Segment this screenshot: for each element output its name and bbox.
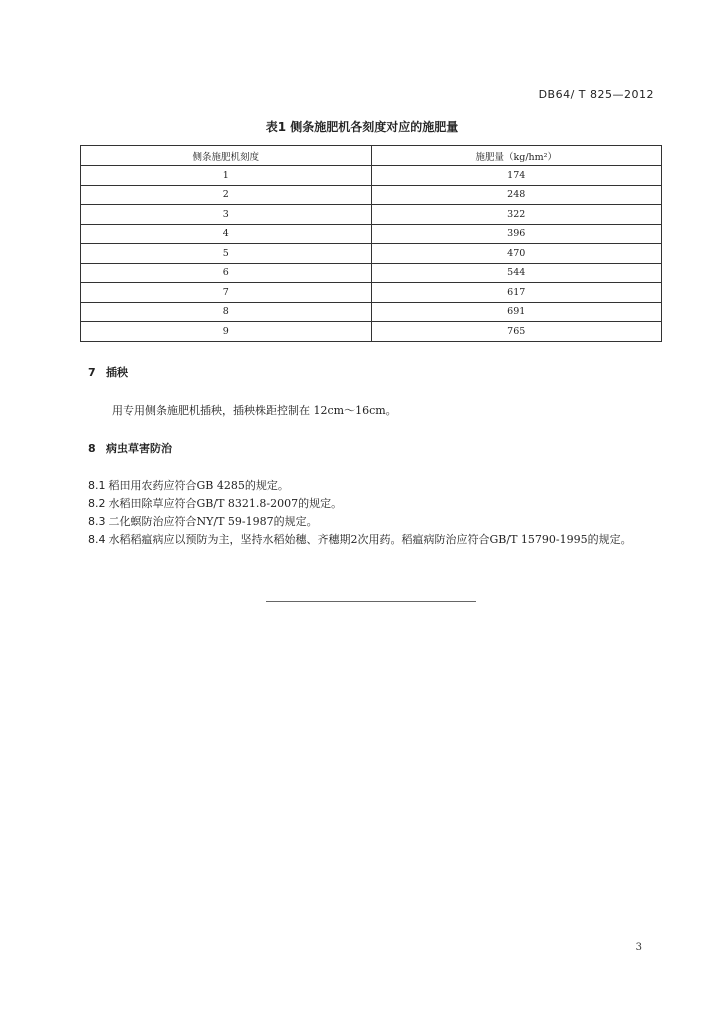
- column-header-scale: 侧条施肥机刻度: [81, 146, 372, 166]
- table-cell: 470: [371, 244, 662, 264]
- table-cell: 1: [81, 166, 372, 186]
- section-title: 插秧: [106, 366, 128, 379]
- table-row: [81, 302, 662, 322]
- table-row: [81, 185, 662, 205]
- table-cell: 8: [81, 302, 372, 322]
- table-row: [81, 224, 662, 244]
- table-cell: 5: [81, 244, 372, 264]
- clause-number: 8.1: [88, 479, 106, 492]
- clause-text: 稻田用农药应符合GB 4285的规定。: [108, 479, 289, 492]
- clause-number: 8.2: [88, 497, 106, 510]
- clause-8-1: [88, 477, 668, 495]
- table-row: [81, 322, 662, 342]
- table-cell: 544: [371, 263, 662, 283]
- section-number: 8: [88, 442, 96, 455]
- section-title: 病虫草害防治: [106, 442, 172, 455]
- table-row: [81, 283, 662, 303]
- column-header-amount: 施肥量（kg/hm²）: [371, 146, 662, 166]
- section-8-heading: [88, 440, 172, 456]
- table-cell: 7: [81, 283, 372, 303]
- section-number: 7: [88, 366, 96, 379]
- section-7-heading: [88, 364, 128, 380]
- table-row: [81, 263, 662, 283]
- clause-number: 8.3: [88, 515, 106, 528]
- table-cell: 9: [81, 322, 372, 342]
- clause-8-2: [88, 495, 668, 513]
- table-header-row: [81, 146, 662, 166]
- table-cell: 2: [81, 185, 372, 205]
- standard-code: DB64/ T 825—2012: [538, 88, 654, 101]
- clause-8-3: [88, 513, 668, 531]
- table-cell: 3: [81, 205, 372, 225]
- fertilizer-table: [80, 145, 662, 342]
- table-row: [81, 205, 662, 225]
- table-caption: 表1 侧条施肥机各刻度对应的施肥量: [265, 120, 459, 134]
- clause-text: 水稻稻瘟病应以预防为主，坚持水稻始穗、齐穗期2次用药。稻瘟病防治应符合GB/T 15790-1995的规定。: [108, 533, 632, 546]
- table-cell: 4: [81, 224, 372, 244]
- table-cell: 765: [371, 322, 662, 342]
- clause-number: 8.4: [88, 533, 106, 546]
- table-row: [81, 166, 662, 186]
- table-cell: 396: [371, 224, 662, 244]
- clause-8-4: [88, 531, 668, 549]
- end-rule: [266, 601, 476, 602]
- table-cell: 248: [371, 185, 662, 205]
- table-cell: 691: [371, 302, 662, 322]
- clause-text: 水稻田除草应符合GB/T 8321.8-2007的规定。: [108, 497, 343, 510]
- table-cell: 6: [81, 263, 372, 283]
- section-7-paragraph: 用专用侧条施肥机插秧，插秧株距控制在 12cm～16cm。: [112, 404, 397, 417]
- table-row: [81, 244, 662, 264]
- table-cell: 322: [371, 205, 662, 225]
- table-cell: 174: [371, 166, 662, 186]
- table-cell: 617: [371, 283, 662, 303]
- clause-text: 二化螟防治应符合NY/T 59-1987的规定。: [108, 515, 318, 528]
- page-number: 3: [635, 942, 642, 953]
